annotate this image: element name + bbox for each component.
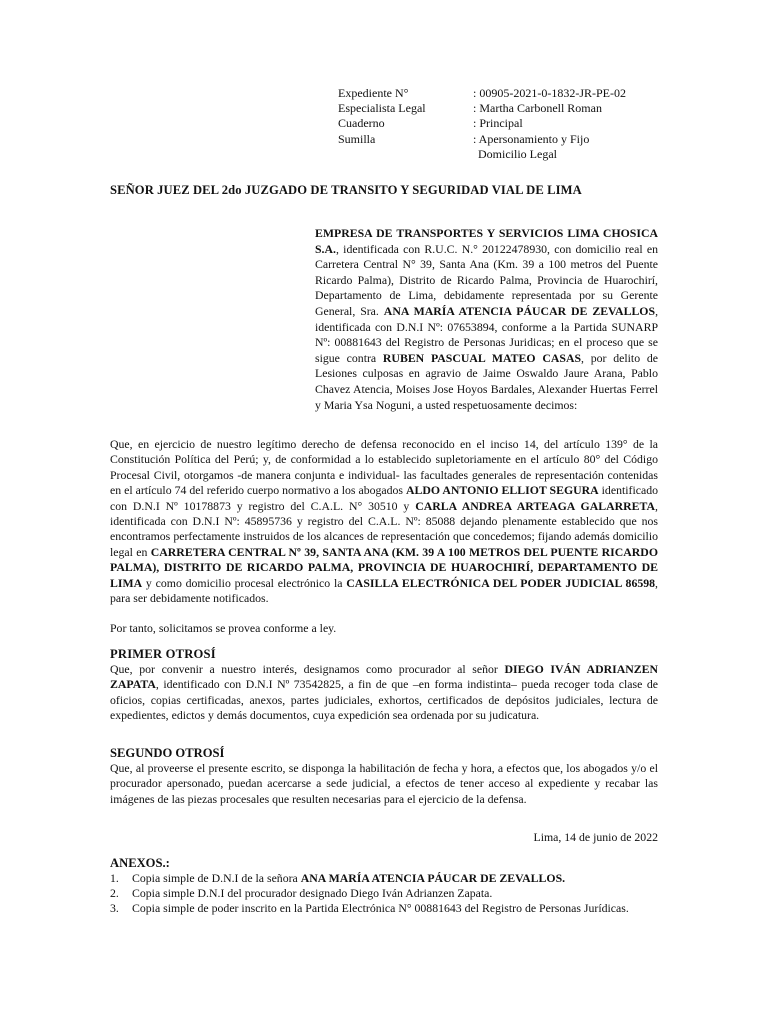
procurador-name: DIEGO IVÁN ADRIANZEN ZAPATA xyxy=(110,662,658,692)
section-heading: SEGUNDO OTROSÍ xyxy=(110,746,225,760)
intro-text: , identificada con D.N.I Nº: 07653894, conforme a la Partida SUNARP Nº: 00881643 del Registro de Personas Juridicas; en el proceso que se sigue contra xyxy=(315,303,659,365)
paragraph-text: Que, en ejercicio de nuestro legítimo derecho de defensa reconocido en el inciso 14, del artículo 139° de la Constitución Política del Perú; y, de conformidad a lo establecido supletoriamente en el artículo 80° del Código Procesal Civil, otorgamos -de manera conjunta e individual- las facultades generales de representación contenidas en el artículo 74 del referido cuerpo normativo a los abogados xyxy=(110,437,658,498)
intro-paragraph xyxy=(315,226,658,413)
segundo-otrosi-section xyxy=(110,745,658,807)
document-title: SEÑOR JUEZ DEL 2do JUZGADO DE TRANSITO Y SEGURIDAD VIAL DE LIMA xyxy=(110,183,582,197)
lawyer-name: ALDO ANTONIO ELLIOT SEGURA xyxy=(406,483,599,498)
header-value-continuation: Domicilio Legal xyxy=(478,146,557,161)
header-row xyxy=(338,101,673,116)
date-line: Lima, 14 de junio de 2022 xyxy=(533,830,658,844)
item-bold: ANA MARÍA ATENCIA PÁUCAR DE ZEVALLOS. xyxy=(300,871,566,885)
case-header xyxy=(338,86,673,162)
header-key: Cuaderno xyxy=(338,116,385,131)
item-number: 3. xyxy=(110,901,119,916)
list-item xyxy=(110,901,658,916)
anexos-list xyxy=(110,871,658,917)
item-text: Copia simple de poder inscrito en la Partida Electrónica N° 00881643 del Registro de Personas Jurídicas. xyxy=(132,901,629,916)
header-key: Especialista Legal xyxy=(338,101,426,116)
item-number: 1. xyxy=(110,871,119,885)
header-value: : Martha Carbonell Roman xyxy=(473,101,602,116)
list-item xyxy=(110,886,658,901)
anexos-section xyxy=(110,856,658,917)
list-item xyxy=(110,871,658,886)
item-text xyxy=(132,871,658,886)
paragraph-text: y como domicilio procesal electrónico la xyxy=(142,575,347,590)
header-key: Expediente N° xyxy=(338,86,409,100)
header-value: : Apersonamiento y Fijo xyxy=(473,131,590,146)
defendant-name: RUBEN PASCUAL MATEO CASAS xyxy=(382,350,582,365)
paragraph-text: , para ser debidamente notificados. xyxy=(110,575,658,606)
paragraph-text: identificado con D.N.I Nº 10178873 y registro del C.A.L. N° 30510 y xyxy=(110,483,658,513)
header-row xyxy=(338,132,673,147)
por-tanto-line: Por tanto, solicitamos se provea conforme a ley. xyxy=(110,621,337,635)
section-text: Que, al proveerse el presente escrito, se disponga la habilitación de fecha y hora, a efectos que, los abogados y/o el procurador apersonado, puedan acercarse a sede judicial, a efectos de tener acceso al expediente y recabar las imágenes de las piezas procesales que resulten necesarias para el ejercicio de la defensa. xyxy=(110,761,658,806)
item-plain: Copia simple de D.N.I de la señora xyxy=(132,871,301,885)
intro-text: , por delito de Lesiones culposas en agravio de Jaime Oswaldo Jaure Arana, Pablo Chavez Atencia, Moises Jose Hoyos Bardales, Alexander Huertas Ferrel y Maria Ysa Noguni, a usted respetuosamente decimos: xyxy=(315,350,659,412)
manager-name: ANA MARÍA ATENCIA PÁUCAR DE ZEVALLOS xyxy=(383,303,656,318)
header-value: : Principal xyxy=(473,116,523,131)
paragraph-text: , identificada con D.N.I Nº: 45895736 y registro del C.A.L. Nº: 85088 dejando plenamente establecido que nos encontramos perfectamente instruidos de los alcances de representación que concedemos; fijando además domicilio legal en xyxy=(110,498,658,559)
section-text xyxy=(110,662,658,724)
section-heading: PRIMER OTROSÍ xyxy=(110,647,216,661)
electronic-casilla: CASILLA ELECTRÓNICA DEL PODER JUDICIAL 86598 xyxy=(346,575,656,590)
header-row xyxy=(338,116,673,131)
header-row xyxy=(338,86,673,101)
company-name: EMPRESA DE TRANSPORTES Y SERVICIOS LIMA CHOSICA S.A. xyxy=(315,226,658,256)
lawyer-name: CARLA ANDREA ARTEAGA GALARRETA xyxy=(415,498,656,513)
header-key: Sumilla xyxy=(338,131,376,146)
paragraph-text: Que, por convenir a nuestro interés, designamos como procurador al señor xyxy=(110,662,505,676)
legal-address: CARRETERA CENTRAL Nº 39, SANTA ANA (KM. 39 A 100 METROS DEL PUENTE RICARDO PALMA), DISTRITO DE RICARDO PALMA, PROVINCIA DE HUAROCHIRÍ, DEPARTAMENTO DE LIMA xyxy=(110,544,658,590)
main-paragraph xyxy=(110,437,658,606)
primer-otrosi-section xyxy=(110,646,658,724)
header-value: : 00905-2021-0-1832-JR-PE-02 xyxy=(473,86,626,100)
item-text: Copia simple D.N.I del procurador designado Diego Iván Adrianzen Zapata. xyxy=(132,886,493,901)
intro-text: , identificada con R.U.C. N.° 20122478930, con domicilio real en Carretera Central N° 39, Santa Ana (Km. 39 a 100 metros del Puente Ricardo Palma), Distrito de Ricardo Palma, Provincia de Huarochirí, Departamento de Lima, debidamente representada por su Gerente General, Sra. xyxy=(315,241,658,318)
paragraph-text: , identificado con D.N.I Nº 73542825, a fin de que –en forma indistinta– pueda recoger toda clase de oficios, copias certificadas, anexos, partes judiciales, exhortos, certificados de depósitos judiciales, lectura de expedientes, edictos y demás documentos, cuya expedición sea ordenada por su judicatura. xyxy=(110,677,658,723)
item-number: 2. xyxy=(110,886,119,901)
anexos-heading: ANEXOS.: xyxy=(110,856,170,870)
